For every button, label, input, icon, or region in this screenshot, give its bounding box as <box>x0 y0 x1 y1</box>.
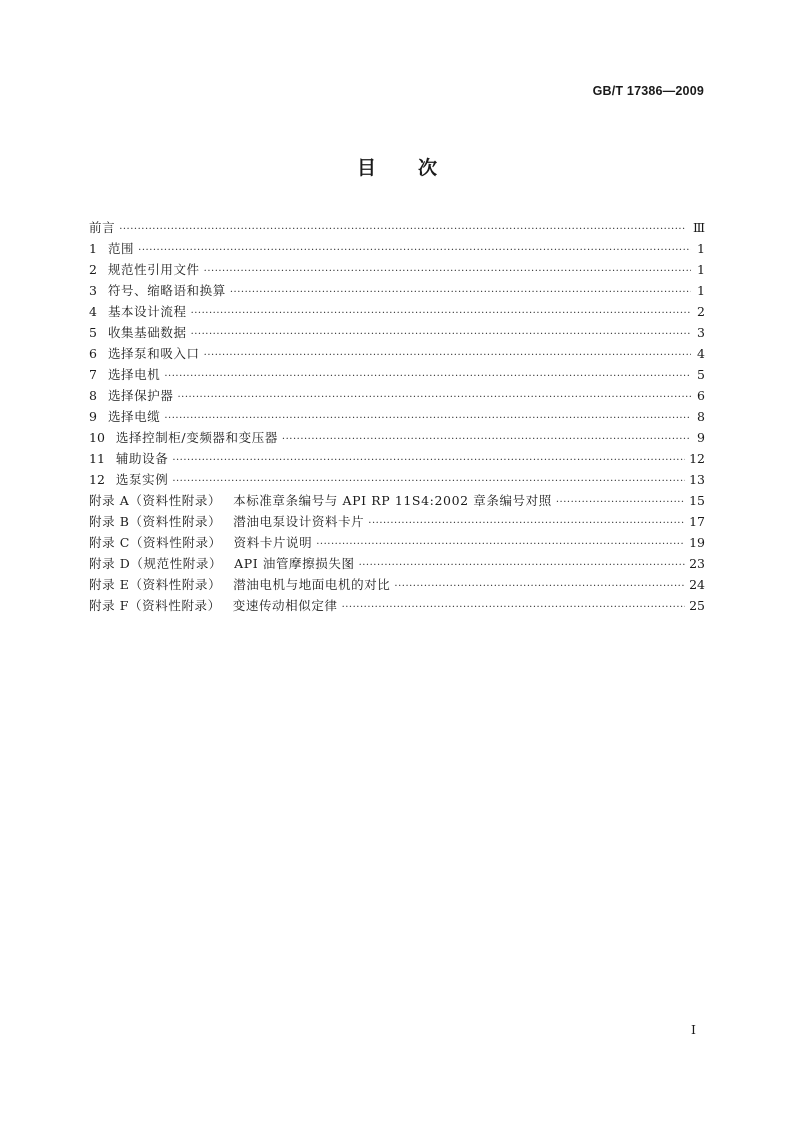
toc-entry-number: 8 <box>89 388 97 403</box>
toc-entry-page: 4 <box>697 346 705 361</box>
toc-entry-label <box>89 553 355 574</box>
toc-appendix-category: 附录 D（规范性附录） <box>89 556 223 571</box>
toc-entry-page: 15 <box>689 493 705 508</box>
toc-entry-number: 3 <box>89 283 97 298</box>
title-char-1: 目 <box>356 157 376 179</box>
toc-entry-label <box>108 343 200 364</box>
toc-entry-title: 规范性引用文件 <box>107 262 200 277</box>
toc-entry[interactable] <box>89 217 705 238</box>
toc-entry-title: 潜油电泵设计资料卡片 <box>233 514 365 529</box>
toc-entry[interactable] <box>89 595 705 616</box>
toc-entry-number: 2 <box>89 262 97 277</box>
toc-entry-number: 9 <box>89 409 97 424</box>
toc-dot-leader <box>204 345 691 366</box>
toc-entry-page: 12 <box>689 451 705 466</box>
toc-entry-label <box>108 322 187 343</box>
toc-entry-title: 资料卡片说明 <box>233 535 313 550</box>
toc-entry-label <box>89 595 338 616</box>
toc-entry[interactable] <box>89 322 705 343</box>
toc-entry[interactable] <box>89 406 705 427</box>
toc-entry-title: 选择泵和吸入口 <box>107 346 200 361</box>
toc-entry-number: 1 <box>89 241 97 256</box>
toc-entry-label <box>116 427 278 448</box>
toc-entry-number: 12 <box>89 472 105 487</box>
toc-entry-page: 9 <box>697 430 705 445</box>
toc-entry-page: 25 <box>689 598 705 613</box>
toc-entry-page: 2 <box>697 304 705 319</box>
toc-entry[interactable] <box>89 448 705 469</box>
toc-entry[interactable] <box>89 427 705 448</box>
toc-entry-title: 选择保护器 <box>107 388 174 403</box>
toc-entry-title: 本标准章条编号与 API RP 11S4:2002 章条编号对照 <box>233 493 552 508</box>
toc-entry-page: 19 <box>689 535 705 550</box>
toc-dot-leader <box>172 471 685 492</box>
toc-entry-title: 前言 <box>89 220 116 235</box>
toc-entry-page: 1 <box>697 262 705 277</box>
toc-entry-label <box>116 469 168 490</box>
toc-entry[interactable] <box>89 469 705 490</box>
toc-entry-number: 5 <box>89 325 97 340</box>
toc-entry-number: 7 <box>89 367 97 382</box>
toc-entry-page: 24 <box>689 577 705 592</box>
toc-entry-title: API 油管摩擦损失图 <box>234 556 355 571</box>
toc-entry[interactable] <box>89 385 705 406</box>
toc-dot-leader <box>172 450 685 471</box>
toc-dot-leader <box>138 240 691 261</box>
toc-entry-page: 1 <box>697 241 705 256</box>
toc-dot-leader <box>164 366 691 387</box>
toc-dot-leader <box>204 261 691 282</box>
toc-dot-leader <box>191 324 691 345</box>
toc-entry-page: 3 <box>697 325 705 340</box>
toc-entry-title: 收集基础数据 <box>107 325 187 340</box>
toc-appendix-category: 附录 E（资料性附录） <box>89 577 222 592</box>
toc-entry-title: 变速传动相似定律 <box>232 598 338 613</box>
toc-dot-leader <box>368 513 685 534</box>
page-title <box>0 153 794 180</box>
toc-entry[interactable] <box>89 259 705 280</box>
toc-entry-title: 选择电缆 <box>107 409 161 424</box>
toc-appendix-category: 附录 F（资料性附录） <box>89 598 221 613</box>
toc-entry-label <box>108 385 174 406</box>
toc-entry-title: 符号、缩略语和换算 <box>107 283 226 298</box>
toc-entry-title: 范围 <box>107 241 135 256</box>
table-of-contents <box>89 217 705 616</box>
toc-dot-leader <box>191 303 691 324</box>
toc-dot-leader <box>119 219 689 240</box>
toc-entry-label <box>89 490 552 511</box>
toc-entry-label <box>108 364 160 385</box>
toc-dot-leader <box>316 534 685 555</box>
toc-dot-leader <box>177 387 691 408</box>
toc-entry-page: 13 <box>689 472 705 487</box>
toc-dot-leader <box>230 282 691 303</box>
toc-entry-number: 10 <box>89 430 105 445</box>
toc-entry-label <box>108 259 200 280</box>
toc-appendix-category: 附录 A（资料性附录） <box>89 493 222 508</box>
toc-entry-page: 8 <box>697 409 705 424</box>
toc-entry-page: 5 <box>697 367 705 382</box>
toc-entry-title: 选择控制柜/变频器和变压器 <box>115 430 278 445</box>
toc-appendix-category: 附录 C（资料性附录） <box>89 535 222 550</box>
toc-entry-label <box>89 511 364 532</box>
toc-entry-page: 23 <box>689 556 705 571</box>
toc-entry-page: 1 <box>697 283 705 298</box>
toc-entry-title: 辅助设备 <box>115 451 169 466</box>
toc-entry-label <box>108 301 187 322</box>
toc-entry-page: 17 <box>689 514 705 529</box>
toc-entry-label <box>108 238 134 259</box>
toc-entry-label <box>89 532 312 553</box>
toc-entry[interactable] <box>89 553 705 574</box>
toc-entry-label <box>108 280 226 301</box>
toc-entry-label <box>89 217 115 238</box>
toc-dot-leader <box>164 408 691 429</box>
toc-entry-number: 4 <box>89 304 97 319</box>
toc-entry[interactable] <box>89 301 705 322</box>
toc-dot-leader <box>342 597 686 618</box>
page-number: I <box>691 1022 696 1037</box>
title-char-2: 次 <box>418 157 438 179</box>
toc-entry-title: 潜油电机与地面电机的对比 <box>233 577 391 592</box>
toc-entry-number: 11 <box>89 451 105 466</box>
toc-entry-title: 选泵实例 <box>115 472 169 487</box>
toc-entry-page: Ⅲ <box>692 220 705 235</box>
toc-dot-leader <box>556 492 685 513</box>
toc-entry[interactable] <box>89 490 705 511</box>
toc-entry-label <box>116 448 168 469</box>
toc-entry[interactable] <box>89 532 705 553</box>
toc-entry[interactable] <box>89 280 705 301</box>
toc-appendix-category: 附录 B（资料性附录） <box>89 514 222 529</box>
toc-dot-leader <box>394 576 685 597</box>
toc-dot-leader <box>282 429 691 450</box>
toc-entry[interactable] <box>89 364 705 385</box>
toc-entry-number: 6 <box>89 346 97 361</box>
toc-entry-label <box>108 406 160 427</box>
toc-entry-label <box>89 574 390 595</box>
toc-entry[interactable] <box>89 238 705 259</box>
toc-dot-leader <box>359 555 686 576</box>
toc-entry-title: 基本设计流程 <box>107 304 187 319</box>
toc-entry[interactable] <box>89 343 705 364</box>
toc-entry[interactable] <box>89 574 705 595</box>
toc-entry-page: 6 <box>697 388 705 403</box>
toc-entry-title: 选择电机 <box>107 367 161 382</box>
standard-code: GB/T 17386—2009 <box>592 84 704 98</box>
toc-entry[interactable] <box>89 511 705 532</box>
